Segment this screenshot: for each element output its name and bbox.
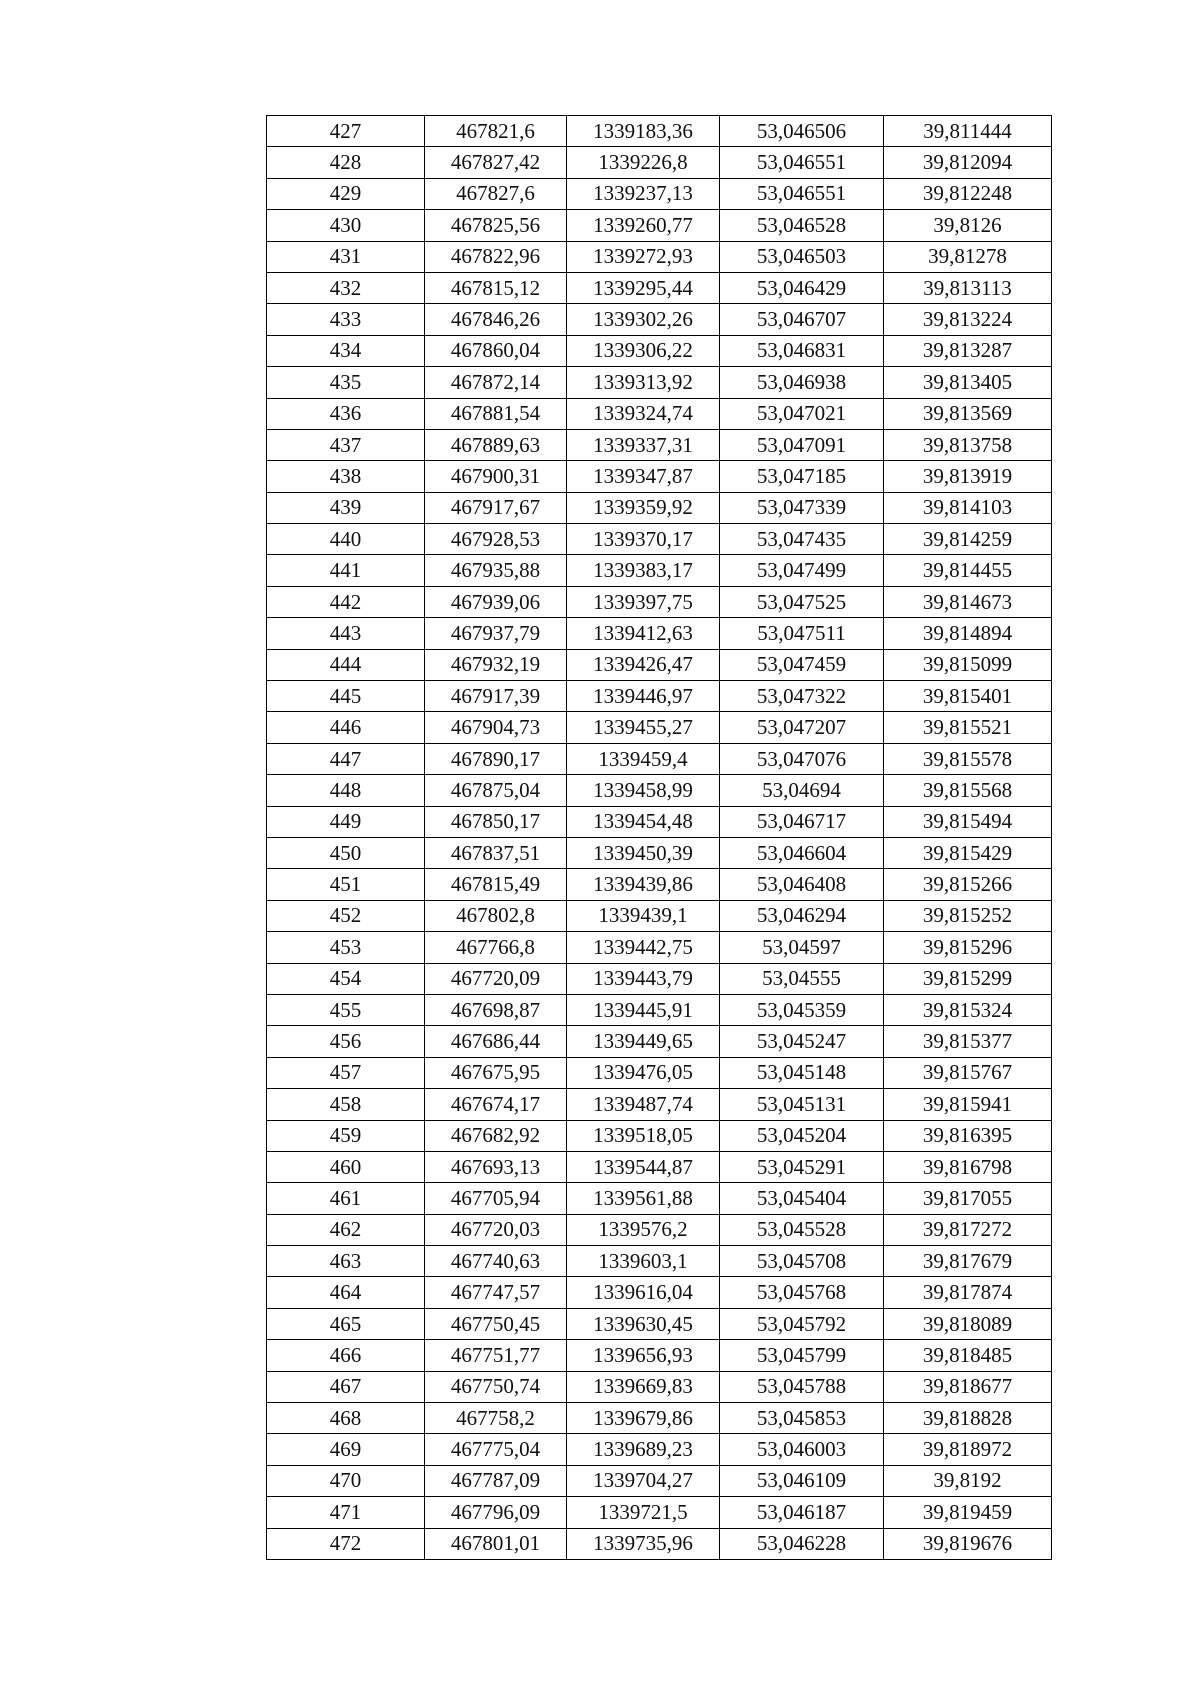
x-coordinate-cell: 467825,56: [425, 210, 567, 241]
point-number-cell: 451: [267, 869, 425, 900]
x-coordinate-cell: 467787,09: [425, 1465, 567, 1496]
point-number-cell: 466: [267, 1340, 425, 1371]
table-row: [267, 1403, 1052, 1434]
x-coordinate-cell: 467939,06: [425, 586, 567, 617]
coordinates-table-body: [267, 116, 1052, 1560]
y-coordinate-cell: 1339487,74: [567, 1089, 720, 1120]
x-coordinate-cell: 467747,57: [425, 1277, 567, 1308]
x-coordinate-cell: 467872,14: [425, 367, 567, 398]
x-coordinate-cell: 467758,2: [425, 1403, 567, 1434]
point-number-cell: 445: [267, 681, 425, 712]
point-number-cell: 461: [267, 1183, 425, 1214]
x-coordinate-cell: 467937,79: [425, 618, 567, 649]
table-row: [267, 712, 1052, 743]
y-coordinate-cell: 1339260,77: [567, 210, 720, 241]
point-number-cell: 437: [267, 429, 425, 460]
point-number-cell: 455: [267, 994, 425, 1025]
latitude-cell: 53,046831: [720, 335, 884, 366]
y-coordinate-cell: 1339359,92: [567, 492, 720, 523]
point-number-cell: 430: [267, 210, 425, 241]
x-coordinate-cell: 467821,6: [425, 116, 567, 147]
latitude-cell: 53,045247: [720, 1026, 884, 1057]
table-row: [267, 367, 1052, 398]
point-number-cell: 435: [267, 367, 425, 398]
latitude-cell: 53,046938: [720, 367, 884, 398]
y-coordinate-cell: 1339237,13: [567, 178, 720, 209]
longitude-cell: 39,818677: [884, 1371, 1052, 1402]
point-number-cell: 457: [267, 1057, 425, 1088]
x-coordinate-cell: 467928,53: [425, 524, 567, 555]
point-number-cell: 440: [267, 524, 425, 555]
latitude-cell: 53,046604: [720, 837, 884, 868]
latitude-cell: 53,045291: [720, 1151, 884, 1182]
y-coordinate-cell: 1339459,4: [567, 743, 720, 774]
longitude-cell: 39,81278: [884, 241, 1052, 272]
longitude-cell: 39,817055: [884, 1183, 1052, 1214]
table-row: [267, 116, 1052, 147]
y-coordinate-cell: 1339576,2: [567, 1214, 720, 1245]
longitude-cell: 39,813224: [884, 304, 1052, 335]
longitude-cell: 39,814673: [884, 586, 1052, 617]
longitude-cell: 39,815296: [884, 932, 1052, 963]
longitude-cell: 39,817874: [884, 1277, 1052, 1308]
longitude-cell: 39,819459: [884, 1497, 1052, 1528]
point-number-cell: 468: [267, 1403, 425, 1434]
point-number-cell: 472: [267, 1528, 425, 1559]
x-coordinate-cell: 467693,13: [425, 1151, 567, 1182]
x-coordinate-cell: 467815,49: [425, 869, 567, 900]
point-number-cell: 446: [267, 712, 425, 743]
latitude-cell: 53,046294: [720, 900, 884, 931]
latitude-cell: 53,047525: [720, 586, 884, 617]
point-number-cell: 469: [267, 1434, 425, 1465]
latitude-cell: 53,04694: [720, 775, 884, 806]
point-number-cell: 462: [267, 1214, 425, 1245]
table-row: [267, 869, 1052, 900]
latitude-cell: 53,046109: [720, 1465, 884, 1496]
y-coordinate-cell: 1339383,17: [567, 555, 720, 586]
latitude-cell: 53,046551: [720, 178, 884, 209]
table-row: [267, 1183, 1052, 1214]
y-coordinate-cell: 1339412,63: [567, 618, 720, 649]
latitude-cell: 53,045131: [720, 1089, 884, 1120]
longitude-cell: 39,813113: [884, 272, 1052, 303]
x-coordinate-cell: 467720,09: [425, 963, 567, 994]
latitude-cell: 53,047091: [720, 429, 884, 460]
y-coordinate-cell: 1339679,86: [567, 1403, 720, 1434]
y-coordinate-cell: 1339306,22: [567, 335, 720, 366]
y-coordinate-cell: 1339669,83: [567, 1371, 720, 1402]
latitude-cell: 53,046717: [720, 806, 884, 837]
y-coordinate-cell: 1339324,74: [567, 398, 720, 429]
longitude-cell: 39,812094: [884, 147, 1052, 178]
longitude-cell: 39,815568: [884, 775, 1052, 806]
point-number-cell: 463: [267, 1246, 425, 1277]
point-number-cell: 438: [267, 461, 425, 492]
y-coordinate-cell: 1339656,93: [567, 1340, 720, 1371]
table-row: [267, 210, 1052, 241]
y-coordinate-cell: 1339458,99: [567, 775, 720, 806]
latitude-cell: 53,047207: [720, 712, 884, 743]
x-coordinate-cell: 467740,63: [425, 1246, 567, 1277]
x-coordinate-cell: 467900,31: [425, 461, 567, 492]
y-coordinate-cell: 1339302,26: [567, 304, 720, 335]
point-number-cell: 433: [267, 304, 425, 335]
x-coordinate-cell: 467675,95: [425, 1057, 567, 1088]
x-coordinate-cell: 467917,39: [425, 681, 567, 712]
y-coordinate-cell: 1339439,86: [567, 869, 720, 900]
x-coordinate-cell: 467796,09: [425, 1497, 567, 1528]
latitude-cell: 53,045853: [720, 1403, 884, 1434]
x-coordinate-cell: 467815,12: [425, 272, 567, 303]
x-coordinate-cell: 467860,04: [425, 335, 567, 366]
table-row: [267, 1151, 1052, 1182]
longitude-cell: 39,815324: [884, 994, 1052, 1025]
x-coordinate-cell: 467827,6: [425, 178, 567, 209]
y-coordinate-cell: 1339630,45: [567, 1308, 720, 1339]
point-number-cell: 432: [267, 272, 425, 303]
latitude-cell: 53,046506: [720, 116, 884, 147]
latitude-cell: 53,046503: [720, 241, 884, 272]
point-number-cell: 447: [267, 743, 425, 774]
point-number-cell: 454: [267, 963, 425, 994]
table-row: [267, 900, 1052, 931]
latitude-cell: 53,047435: [720, 524, 884, 555]
longitude-cell: 39,815767: [884, 1057, 1052, 1088]
longitude-cell: 39,815429: [884, 837, 1052, 868]
y-coordinate-cell: 1339226,8: [567, 147, 720, 178]
y-coordinate-cell: 1339455,27: [567, 712, 720, 743]
y-coordinate-cell: 1339313,92: [567, 367, 720, 398]
longitude-cell: 39,812248: [884, 178, 1052, 209]
x-coordinate-cell: 467698,87: [425, 994, 567, 1025]
table-row: [267, 618, 1052, 649]
latitude-cell: 53,046408: [720, 869, 884, 900]
longitude-cell: 39,815299: [884, 963, 1052, 994]
table-row: [267, 1371, 1052, 1402]
table-row: [267, 429, 1052, 460]
y-coordinate-cell: 1339476,05: [567, 1057, 720, 1088]
point-number-cell: 456: [267, 1026, 425, 1057]
table-row: [267, 1057, 1052, 1088]
table-row: [267, 524, 1052, 555]
longitude-cell: 39,813758: [884, 429, 1052, 460]
longitude-cell: 39,815941: [884, 1089, 1052, 1120]
latitude-cell: 53,047185: [720, 461, 884, 492]
y-coordinate-cell: 1339518,05: [567, 1120, 720, 1151]
latitude-cell: 53,047322: [720, 681, 884, 712]
table-row: [267, 1434, 1052, 1465]
y-coordinate-cell: 1339689,23: [567, 1434, 720, 1465]
table-row: [267, 586, 1052, 617]
table-row: [267, 1214, 1052, 1245]
longitude-cell: 39,817272: [884, 1214, 1052, 1245]
y-coordinate-cell: 1339443,79: [567, 963, 720, 994]
y-coordinate-cell: 1339442,75: [567, 932, 720, 963]
table-row: [267, 304, 1052, 335]
point-number-cell: 464: [267, 1277, 425, 1308]
x-coordinate-cell: 467846,26: [425, 304, 567, 335]
longitude-cell: 39,815578: [884, 743, 1052, 774]
x-coordinate-cell: 467822,96: [425, 241, 567, 272]
table-row: [267, 681, 1052, 712]
y-coordinate-cell: 1339295,44: [567, 272, 720, 303]
x-coordinate-cell: 467889,63: [425, 429, 567, 460]
latitude-cell: 53,046528: [720, 210, 884, 241]
longitude-cell: 39,816395: [884, 1120, 1052, 1151]
latitude-cell: 53,046551: [720, 147, 884, 178]
table-row: [267, 461, 1052, 492]
y-coordinate-cell: 1339735,96: [567, 1528, 720, 1559]
latitude-cell: 53,046707: [720, 304, 884, 335]
y-coordinate-cell: 1339183,36: [567, 116, 720, 147]
point-number-cell: 458: [267, 1089, 425, 1120]
x-coordinate-cell: 467850,17: [425, 806, 567, 837]
latitude-cell: 53,045528: [720, 1214, 884, 1245]
y-coordinate-cell: 1339439,1: [567, 900, 720, 931]
y-coordinate-cell: 1339450,39: [567, 837, 720, 868]
table-row: [267, 649, 1052, 680]
longitude-cell: 39,815099: [884, 649, 1052, 680]
longitude-cell: 39,819676: [884, 1528, 1052, 1559]
longitude-cell: 39,816798: [884, 1151, 1052, 1182]
latitude-cell: 53,045708: [720, 1246, 884, 1277]
table-row: [267, 1465, 1052, 1496]
y-coordinate-cell: 1339426,47: [567, 649, 720, 680]
x-coordinate-cell: 467935,88: [425, 555, 567, 586]
longitude-cell: 39,814894: [884, 618, 1052, 649]
longitude-cell: 39,811444: [884, 116, 1052, 147]
table-row: [267, 147, 1052, 178]
longitude-cell: 39,815494: [884, 806, 1052, 837]
table-row: [267, 775, 1052, 806]
table-row: [267, 1277, 1052, 1308]
latitude-cell: 53,046429: [720, 272, 884, 303]
point-number-cell: 427: [267, 116, 425, 147]
latitude-cell: 53,047499: [720, 555, 884, 586]
latitude-cell: 53,045768: [720, 1277, 884, 1308]
longitude-cell: 39,814455: [884, 555, 1052, 586]
point-number-cell: 443: [267, 618, 425, 649]
longitude-cell: 39,814103: [884, 492, 1052, 523]
x-coordinate-cell: 467801,01: [425, 1528, 567, 1559]
y-coordinate-cell: 1339397,75: [567, 586, 720, 617]
longitude-cell: 39,813287: [884, 335, 1052, 366]
longitude-cell: 39,815252: [884, 900, 1052, 931]
table-row: [267, 1528, 1052, 1559]
y-coordinate-cell: 1339337,31: [567, 429, 720, 460]
point-number-cell: 450: [267, 837, 425, 868]
table-row: [267, 1340, 1052, 1371]
point-number-cell: 439: [267, 492, 425, 523]
y-coordinate-cell: 1339544,87: [567, 1151, 720, 1182]
x-coordinate-cell: 467720,03: [425, 1214, 567, 1245]
x-coordinate-cell: 467827,42: [425, 147, 567, 178]
table-row: [267, 963, 1052, 994]
latitude-cell: 53,045799: [720, 1340, 884, 1371]
longitude-cell: 39,818485: [884, 1340, 1052, 1371]
latitude-cell: 53,04597: [720, 932, 884, 963]
point-number-cell: 453: [267, 932, 425, 963]
table-row: [267, 743, 1052, 774]
point-number-cell: 434: [267, 335, 425, 366]
coordinates-table: [266, 115, 1052, 1560]
table-row: [267, 806, 1052, 837]
y-coordinate-cell: 1339272,93: [567, 241, 720, 272]
table-row: [267, 1246, 1052, 1277]
x-coordinate-cell: 467682,92: [425, 1120, 567, 1151]
table-row: [267, 994, 1052, 1025]
latitude-cell: 53,046003: [720, 1434, 884, 1465]
point-number-cell: 467: [267, 1371, 425, 1402]
y-coordinate-cell: 1339445,91: [567, 994, 720, 1025]
x-coordinate-cell: 467890,17: [425, 743, 567, 774]
table-row: [267, 1089, 1052, 1120]
latitude-cell: 53,047339: [720, 492, 884, 523]
latitude-cell: 53,047076: [720, 743, 884, 774]
y-coordinate-cell: 1339449,65: [567, 1026, 720, 1057]
latitude-cell: 53,047459: [720, 649, 884, 680]
latitude-cell: 53,046187: [720, 1497, 884, 1528]
point-number-cell: 431: [267, 241, 425, 272]
longitude-cell: 39,815266: [884, 869, 1052, 900]
x-coordinate-cell: 467750,74: [425, 1371, 567, 1402]
longitude-cell: 39,817679: [884, 1246, 1052, 1277]
x-coordinate-cell: 467686,44: [425, 1026, 567, 1057]
longitude-cell: 39,815521: [884, 712, 1052, 743]
table-row: [267, 1308, 1052, 1339]
longitude-cell: 39,814259: [884, 524, 1052, 555]
y-coordinate-cell: 1339603,1: [567, 1246, 720, 1277]
point-number-cell: 444: [267, 649, 425, 680]
table-row: [267, 272, 1052, 303]
table-row: [267, 335, 1052, 366]
x-coordinate-cell: 467837,51: [425, 837, 567, 868]
table-row: [267, 1497, 1052, 1528]
point-number-cell: 442: [267, 586, 425, 617]
table-row: [267, 837, 1052, 868]
y-coordinate-cell: 1339561,88: [567, 1183, 720, 1214]
point-number-cell: 460: [267, 1151, 425, 1182]
point-number-cell: 459: [267, 1120, 425, 1151]
longitude-cell: 39,813919: [884, 461, 1052, 492]
longitude-cell: 39,8192: [884, 1465, 1052, 1496]
longitude-cell: 39,815377: [884, 1026, 1052, 1057]
longitude-cell: 39,813405: [884, 367, 1052, 398]
latitude-cell: 53,045404: [720, 1183, 884, 1214]
table-row: [267, 178, 1052, 209]
y-coordinate-cell: 1339721,5: [567, 1497, 720, 1528]
latitude-cell: 53,045204: [720, 1120, 884, 1151]
latitude-cell: 53,046228: [720, 1528, 884, 1559]
longitude-cell: 39,815401: [884, 681, 1052, 712]
x-coordinate-cell: 467775,04: [425, 1434, 567, 1465]
x-coordinate-cell: 467875,04: [425, 775, 567, 806]
y-coordinate-cell: 1339446,97: [567, 681, 720, 712]
longitude-cell: 39,818828: [884, 1403, 1052, 1434]
point-number-cell: 470: [267, 1465, 425, 1496]
latitude-cell: 53,045148: [720, 1057, 884, 1088]
longitude-cell: 39,818089: [884, 1308, 1052, 1339]
x-coordinate-cell: 467932,19: [425, 649, 567, 680]
x-coordinate-cell: 467766,8: [425, 932, 567, 963]
point-number-cell: 449: [267, 806, 425, 837]
point-number-cell: 448: [267, 775, 425, 806]
longitude-cell: 39,818972: [884, 1434, 1052, 1465]
table-row: [267, 1026, 1052, 1057]
latitude-cell: 53,047021: [720, 398, 884, 429]
table-row: [267, 1120, 1052, 1151]
y-coordinate-cell: 1339704,27: [567, 1465, 720, 1496]
point-number-cell: 429: [267, 178, 425, 209]
x-coordinate-cell: 467904,73: [425, 712, 567, 743]
table-row: [267, 555, 1052, 586]
x-coordinate-cell: 467705,94: [425, 1183, 567, 1214]
point-number-cell: 441: [267, 555, 425, 586]
y-coordinate-cell: 1339454,48: [567, 806, 720, 837]
latitude-cell: 53,045788: [720, 1371, 884, 1402]
point-number-cell: 471: [267, 1497, 425, 1528]
latitude-cell: 53,04555: [720, 963, 884, 994]
y-coordinate-cell: 1339347,87: [567, 461, 720, 492]
x-coordinate-cell: 467802,8: [425, 900, 567, 931]
y-coordinate-cell: 1339616,04: [567, 1277, 720, 1308]
x-coordinate-cell: 467750,45: [425, 1308, 567, 1339]
longitude-cell: 39,813569: [884, 398, 1052, 429]
table-row: [267, 492, 1052, 523]
x-coordinate-cell: 467674,17: [425, 1089, 567, 1120]
y-coordinate-cell: 1339370,17: [567, 524, 720, 555]
table-row: [267, 398, 1052, 429]
x-coordinate-cell: 467917,67: [425, 492, 567, 523]
latitude-cell: 53,045792: [720, 1308, 884, 1339]
longitude-cell: 39,8126: [884, 210, 1052, 241]
table-row: [267, 932, 1052, 963]
point-number-cell: 436: [267, 398, 425, 429]
latitude-cell: 53,047511: [720, 618, 884, 649]
point-number-cell: 465: [267, 1308, 425, 1339]
x-coordinate-cell: 467751,77: [425, 1340, 567, 1371]
table-row: [267, 241, 1052, 272]
latitude-cell: 53,045359: [720, 994, 884, 1025]
point-number-cell: 452: [267, 900, 425, 931]
point-number-cell: 428: [267, 147, 425, 178]
x-coordinate-cell: 467881,54: [425, 398, 567, 429]
